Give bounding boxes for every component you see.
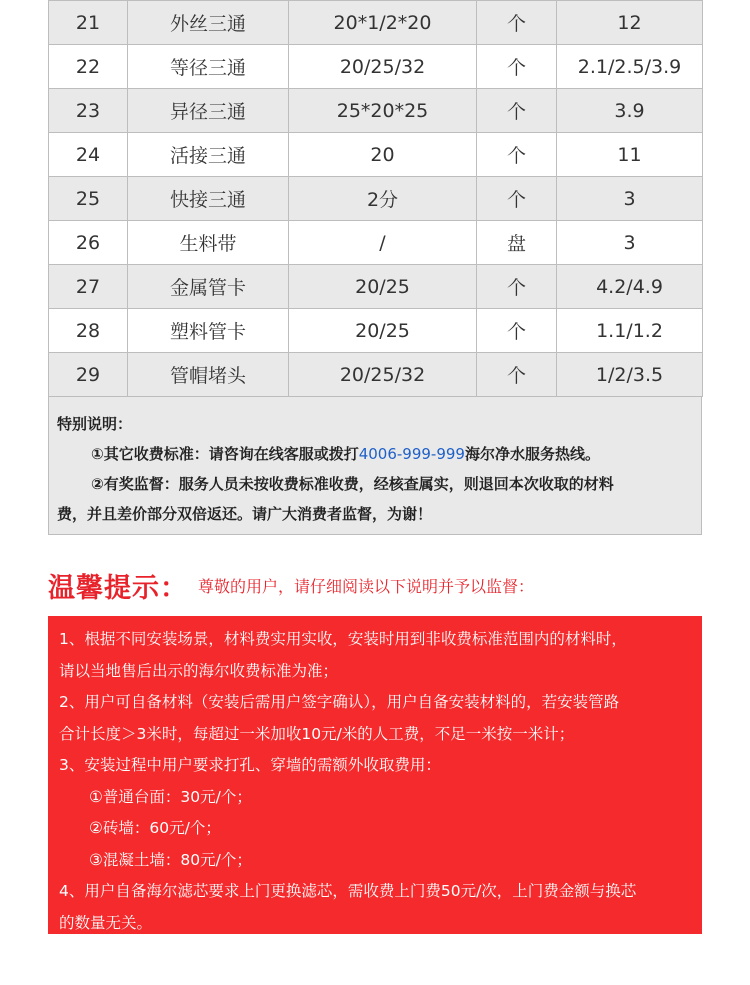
table-row: [49, 353, 703, 397]
tips-line: 合计长度＞3米时，每超过一米加收10元/米的人工费，不足一米按一米计；: [59, 724, 575, 743]
table-row: [49, 309, 703, 353]
item-name: 生料带: [128, 221, 289, 265]
notes-item-charges: [57, 439, 691, 469]
tips-title: 温馨提示：: [48, 572, 188, 604]
price-table: [48, 0, 703, 397]
item-name: 快接三通: [128, 177, 289, 221]
tips-line: ③混凝土墙：80元/个；: [89, 850, 252, 869]
item-spec: 20/25/32: [289, 45, 477, 89]
tips-line: 1、根据不同安装场景，材料费实用实收，安装时用到非收费标准范围内的材料时，: [59, 630, 627, 648]
row-number: 21: [49, 1, 128, 45]
item-unit: 个: [477, 45, 557, 89]
notes-title: 特别说明：: [57, 415, 133, 433]
tips-line: 2、用户可自备材料（安装后需用户签字确认），用户自备安装材料的，若安装管路: [59, 693, 620, 711]
table-row: [49, 221, 703, 265]
item-unit: 个: [477, 177, 557, 221]
special-notes: [48, 397, 702, 535]
tips-line: 请以当地售后出示的海尔收费标准为准；: [59, 661, 339, 680]
item-spec: 20: [289, 133, 477, 177]
item-name: 金属管卡: [128, 265, 289, 309]
notes-item1-suffix: 海尔净水服务热线。: [464, 445, 600, 463]
notes-item1-text: ①其它收费标准：请咨询在线客服或拨打: [91, 445, 359, 463]
item-price: 12: [557, 1, 703, 45]
item-price: 1.1/1.2: [557, 309, 703, 353]
item-unit: 个: [477, 89, 557, 133]
item-price: 3.9: [557, 89, 703, 133]
item-unit: 个: [477, 265, 557, 309]
tips-line: 的数量无关。: [59, 913, 153, 932]
table-row: [49, 133, 703, 177]
table-row: [49, 45, 703, 89]
item-name: 等径三通: [128, 45, 289, 89]
item-name: 异径三通: [128, 89, 289, 133]
hotline-number: 4006-999-999: [358, 445, 465, 463]
tips-subtitle: 尊敬的用户，请仔细阅读以下说明并予以监督：: [198, 576, 535, 596]
item-spec: 20*1/2*20: [289, 1, 477, 45]
item-name: 外丝三通: [128, 1, 289, 45]
table-row: [49, 177, 703, 221]
row-number: 26: [49, 221, 128, 265]
item-spec: 2分: [289, 177, 477, 221]
item-name: 塑料管卡: [128, 309, 289, 353]
item-spec: 20/25: [289, 265, 477, 309]
notes-item-supervision: ②有奖监督：服务人员未按收费标准收费，经核查属实，则退回本次收取的材料: [91, 475, 614, 493]
tips-line: 3、安装过程中用户要求打孔、穿墙的需额外收取费用：: [59, 756, 441, 774]
item-price: 4.2/4.9: [557, 265, 703, 309]
item-spec: 20/25/32: [289, 353, 477, 397]
row-number: 28: [49, 309, 128, 353]
tips-line: ①普通台面：30元/个；: [89, 787, 252, 806]
item-price: 2.1/2.5/3.9: [557, 45, 703, 89]
item-unit: 个: [477, 353, 557, 397]
item-price: 3: [557, 177, 703, 221]
item-name: 活接三通: [128, 133, 289, 177]
item-price: 11: [557, 133, 703, 177]
notes-item-supervision-cont: 费，并且差价部分双倍返还。请广大消费者监督，为谢！: [57, 505, 433, 523]
item-name: 管帽堵头: [128, 353, 289, 397]
row-number: 23: [49, 89, 128, 133]
item-unit: 盘: [477, 221, 557, 265]
table-row: [49, 265, 703, 309]
item-spec: 20/25: [289, 309, 477, 353]
row-number: 27: [49, 265, 128, 309]
row-number: 29: [49, 353, 128, 397]
item-spec: 25*20*25: [289, 89, 477, 133]
price-table-section: [48, 0, 702, 535]
row-number: 25: [49, 177, 128, 221]
table-row: [49, 89, 703, 133]
item-spec: /: [289, 221, 477, 265]
item-unit: 个: [477, 309, 557, 353]
tips-line: ②砖墙：60元/个；: [89, 819, 221, 837]
item-unit: 个: [477, 133, 557, 177]
item-unit: 个: [477, 1, 557, 45]
item-price: 1/2/3.5: [557, 353, 703, 397]
table-row: [49, 1, 703, 45]
tips-box: [48, 616, 702, 934]
item-price: 3: [557, 221, 703, 265]
row-number: 24: [49, 133, 128, 177]
tips-line: 4、用户自备海尔滤芯要求上门更换滤芯，需收费上门费50元/次，上门费金额与换芯: [59, 882, 637, 900]
tips-header: [48, 562, 708, 608]
row-number: 22: [49, 45, 128, 89]
